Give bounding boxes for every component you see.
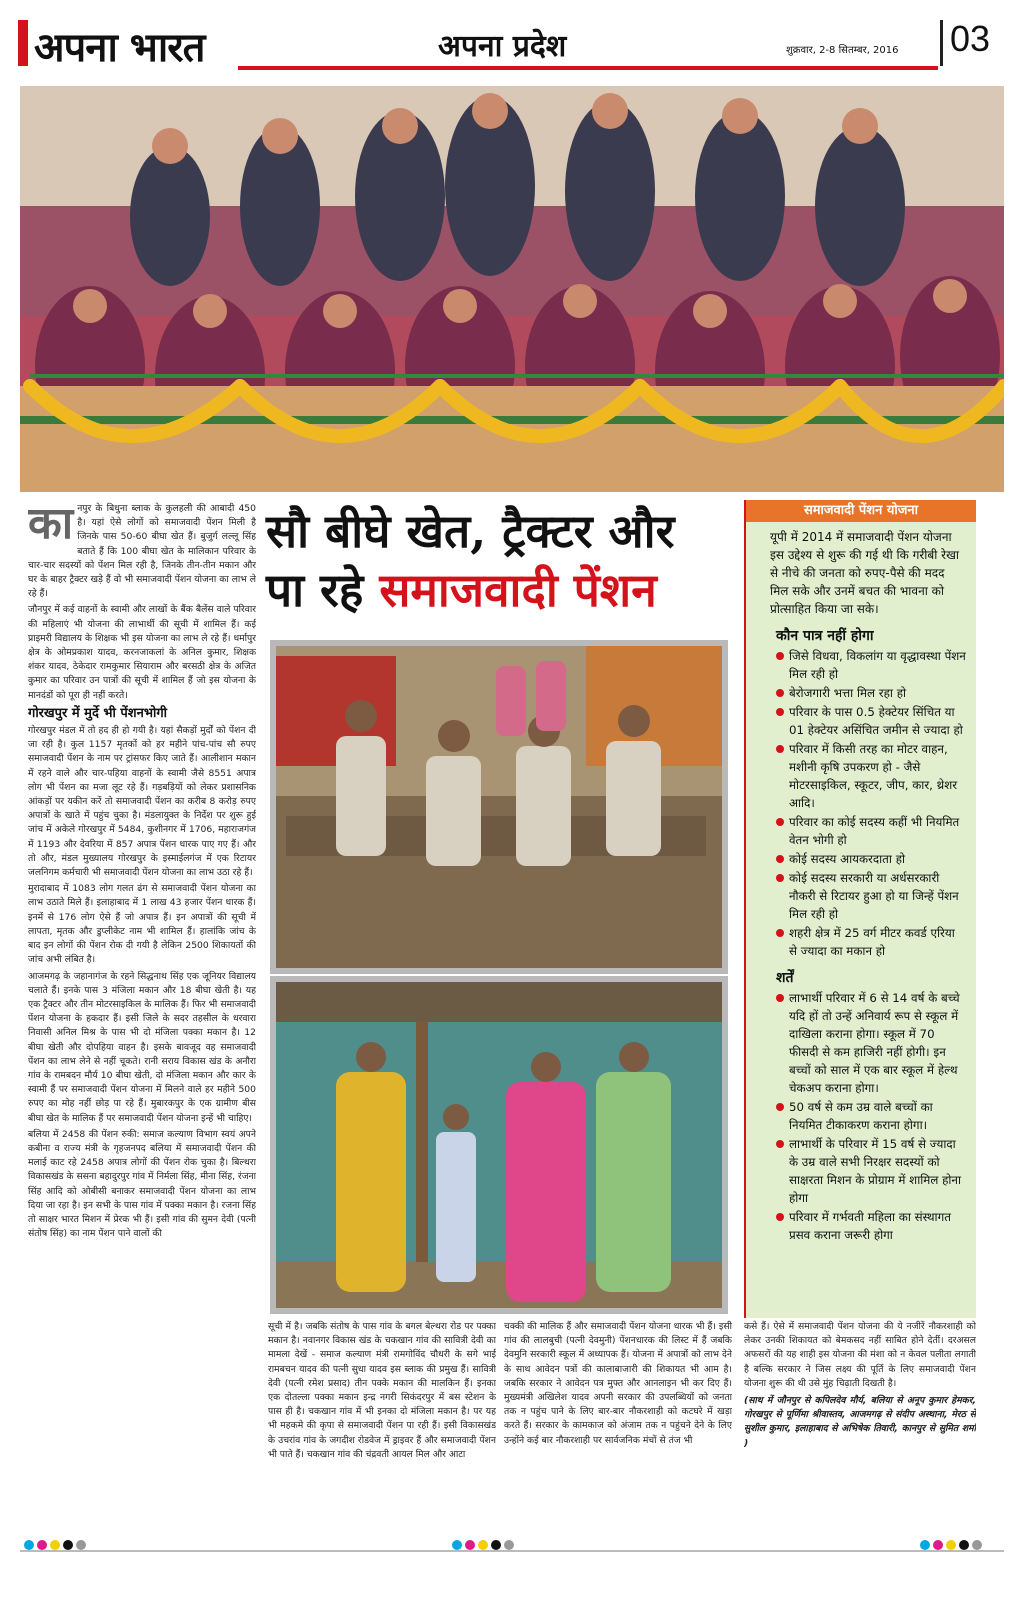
photo-elderly-men-on-cot (270, 640, 728, 974)
footer-color-dots-center (452, 1540, 514, 1550)
masthead-red-bar (18, 20, 28, 66)
grey-dot-icon (972, 1540, 982, 1550)
list-item-text: बेरोजगारी भत्ता मिल रहा हो (789, 686, 907, 700)
list-item-text: शहरी क्षेत्र में 25 वर्ग मीटर कवर्ड एरिया से ज्यादा का मकान हो (789, 926, 955, 958)
bullet-icon (776, 994, 784, 1002)
footer-rule (20, 1550, 1004, 1552)
bullet-icon (776, 745, 784, 753)
list-item-text: लाभार्थी के परिवार में 15 वर्ष से ज्यादा के उम्र वाले सभी निरक्षर सदस्यों को साक्षरता मिशन के प्रोग्राम में शामिल होना होगा (789, 1137, 962, 1205)
bullet-icon (776, 652, 784, 660)
photo-elderly-men-illustration (276, 646, 722, 968)
page-number: 03 (950, 18, 991, 59)
bottom-column-1: सूची में है। जबकि संतोष के पास गांव के बगल बेल्थरा रोड पर पक्का मकान है। नवानगर विकास खंड के चकखान गांव की सावित्री देवी का मामला देखें - समाज कल्याण मंत्री रामगोविंद चौधरी के सगे भाई रामबचन यादव की पत्नी सुधा यादव इस ब्लाक की प्रमुख हैं। सावित्री देवी (पत्नी रमेश प्रसाद) तीन पक्के मकान की मालकिन हैं। इनका एक दोतल्ला पक्का मकान इन्द्र नगरी सिकंदरपुर में बस स्टेशन के पास ही है। चकखान गांव में भी इनका दो मंजिला मकान है। पर यह भी महकमे की कृपा से समाजवादी पेंशन पा रही हैं। इसी विकासखंड के उचरांव गांव के जगदीश रोडवेज में ड्राइवर हैं और समाजवादी पेंशन भी पाते हैं। चकखान गांव की चंद्रवती आयल मिल और आटा (268, 1321, 496, 1460)
list-item-text: परिवार का कोई सदस्य कहीं भी नियमित वेतन भोगी हो (789, 815, 960, 847)
list-item (776, 850, 966, 868)
paragraph-moradabad: मुरादाबाद में 1083 लोग गलत ढंग से समाजवादी पेंशन योजना का लाभ उठाते मिले हैं। इलाहाबाद में 1 लाख 43 हजार पेंशन धारक हैं। इनमें से 176 लोग ऐसे हैं जो अपात्र हैं। इन अपात्रों की सूची में लापता, मृतक और डुप्लीकेट नाम भी शामिल हैं। हालांकि जांच के बाद इन लोगों की पेंशन रोक दी गयी है लेकिन 2500 शिकायतों की जांच अभी लंबित है। (28, 883, 256, 966)
bullet-icon (776, 855, 784, 863)
headline-line-2-highlight: समाजवादी पेंशन (379, 563, 657, 617)
sidebar-conditions-heading: शर्तें (776, 970, 794, 986)
headline-line-1: सौ बीघे खेत, ट्रैक्टर और (266, 504, 675, 558)
bullet-icon (776, 929, 784, 937)
list-item (776, 684, 966, 702)
list-item-text: कोई सदस्य आयकरदाता हो (789, 852, 906, 866)
bullet-icon (776, 708, 784, 716)
bullet-icon (776, 874, 784, 882)
list-item-text: परिवार में गर्भवती महिला का संस्थागत प्रसव कराना जरूरी होगा (789, 1210, 951, 1242)
paragraph-gorakhpur: गोरखपुर मंडल में तो हद ही हो गयी है। यहां सैकड़ों मुर्दों को पेंशन दी जा रही है। कुल 1157 मृतकों को हर महीने पांच-पांच सौ रुपए समाजवादी पेंशन के नाम पर ट्रांसफर किए जाते हैं। आलीशान मकान में रहने वाले और चार-पहिया वाहनों के स्वामी जैसे 8551 अपात्र लोग भी पेंशन का मजा लूट रहे हैं। गड़बड़ियों को लेकर प्रशासनिक आंकड़ों पर यकीन करें तो समाजवादी पेंशन का करीब 8 करोड़ रुपए अपात्रों के खाते में पहुंच चुका है। मंडलायुक्त के निर्देश पर शुरू हुई जांच में अकेले गोरखपुर में 5484, कुशीनगर में 1706, महाराजगंज में 1193 और देवरिया में 857 अपात्र पेंशन धारक पाए गए हैं। और तो और, मंडल मुख्यालय गोरखपुर के इस्माईलगंज में एक रिटायर जलनिगम कर्मचारी भी समाजवादी पेंशन योजना का लाभ उठा रहे हैं। (28, 725, 256, 879)
sidebar-pension-scheme (744, 500, 976, 1318)
list-item (776, 989, 966, 1097)
page-number-divider (940, 20, 943, 66)
bullet-icon (776, 1103, 784, 1111)
yellow-dot-icon (478, 1540, 488, 1550)
subhead-gorakhpur: गोरखपुर में मुर्दे भी पेंशनभोगी (28, 705, 168, 721)
sidebar-intro: यूपी में 2014 में समाजवादी पेंशन योजना इस उद्देश्य से शुरू की गई थी कि गरीबी रेखा से नीचे की जनता को रुपए-पैसे की मदद मिल सके और उनमें बचत की भावना को प्रोत्साहित किया जा सके। (770, 530, 960, 616)
list-item (776, 924, 966, 960)
bottom-column-2: चक्की की मालिक हैं और समाजवादी पेंशन योजना धारक भी हैं। इसी गांव की लालबुची (पत्नी देवमुनी) पेंशनधारक की लिस्ट में हैं जबकि देवमुनि सरकारी स्कूल में अध्यापक हैं। योजना में अपात्रों को लाभ देने के साथ आवेदन पत्रों की कालाबाजारी की शिकायत भी आम है। जबकि सरकार ने आवेदन पत्र मुफ्त और आनलाइन भी कर दिए हैं। मुख्यमंत्री अखिलेश यादव अपनी सरकार की उपलब्धियों को जनता तक न पहुंच पाने के लिए बार-बार नौकरशाही को कटघरे में खड़ा करते हैं। सरकार के कामकाज को अंजाम तक न पहुंचने देने के लिए उन्होंने कई बार नौकरशाही पर सार्वजनिक मंचों से तंज भी (504, 1321, 732, 1446)
list-item (776, 1135, 966, 1207)
sidebar-conditions-list (776, 989, 966, 1244)
bullet-icon (776, 689, 784, 697)
cyan-dot-icon (920, 1540, 930, 1550)
grey-dot-icon (76, 1540, 86, 1550)
list-item (776, 813, 966, 849)
paragraph-azamgarh: आजमगढ़ के जहानागंज के रहने सिद्धनाथ सिंह एक जूनियर विद्यालय चलाते हैं। इनके पास 3 मंजिला मकान और 18 बीघा खेती है। यह एक ट्रैक्टर और तीन मोटरसाइकिल के मालिक हैं। फिर भी समाजवादी पेंशन योजना के हकदार हैं। इसी जिले के सदर तहसील के धरवारा निवासी अनिल मिश्र के पास भी दो मंजिला पक्का मकान है। 12 बीघा खेती और दोपहिया वाहन है। इसके बावजूद वह समाजवादी पेंशन का लाभ लेने से नहीं चूकते। रानी सराय विकास खंड के अनौरा गांव के रामबदन मौर्य 10 बीघा खेती, दो मंजिला मकान और कार के स्वामी हैं पर समाजवादी पेंशन योजना में मिलने वाले हर महीने 500 रुपए का मोह नहीं छोड़ पा रहे हैं। मुबारकपुर के एक ग्रामीण बीस बीघा खेत के मालिक हैं पर समाजवादी पेंशन योजना इन्हें भी चाहिए। (28, 970, 256, 1124)
bullet-icon (776, 818, 784, 826)
black-dot-icon (959, 1540, 969, 1550)
grey-dot-icon (504, 1540, 514, 1550)
list-item-text: जिसे विधवा, विकलांग या वृद्धावस्था पेंशन मिल रही हो (789, 649, 966, 681)
list-item (776, 703, 966, 739)
photo-women-and-boy (270, 976, 728, 1314)
yellow-dot-icon (946, 1540, 956, 1550)
list-item-text: परिवार में किसी तरह का मोटर वाहन, मशीनी कृषि उपकरण हो - जैसे मोटरसाइकिल, स्कूटर, जीप, कार, थ्रेशर आदि। (789, 742, 958, 810)
list-item (776, 1098, 966, 1134)
main-headline (266, 502, 742, 640)
hero-photo-illustration (20, 86, 1004, 492)
yellow-dot-icon (50, 1540, 60, 1550)
issue-date: शुक्रवार, 2-8 सितम्बर, 2016 (786, 45, 899, 56)
hero-photo-stage-ceremony (20, 86, 1004, 492)
paragraph-jaunpur: जौनपुर में कई वाहनों के स्वामी और लाखों के बैंक बैलेंस वाले परिवार की महिलाएं भी योजना की लाभार्थी की सूची में शामिल हैं। कई प्राइमरी विद्यालय के शिक्षक भी इस योजना का लाभ ले रहे हैं। धर्मापुर क्षेत्र के ओमप्रकाश यादव, करनजाकलां के अनिल कुमार, शिक्षक शंकर यादव, ठेकेदार रामकुमार सियाराम और बरसठी क्षेत्र के अजित कुमार का परिवार उन पात्रों की सूची में शामिल हैं जो इस योजना के मानदंडों को पूरा ही नहीं करते। (28, 604, 256, 701)
sidebar-ineligible-heading: कौन पात्र नहीं होगा (776, 628, 874, 644)
list-item (776, 740, 966, 812)
cyan-dot-icon (24, 1540, 34, 1550)
paragraph-ballia: बलिया में 2458 की पेंशन रुकी: समाज कल्याण विभाग स्वयं अपने कबीना व राज्य मंत्री के गृहजनपद बलिया में समाजवादी पेंशन की मलाई काट रहे 2458 अपात्र लोगों की पेंशन रोक चुका है। बिल्थरा विकासखंड के ससना बहादुरपुर गांव में निर्मला सिंह, मीना सिंह, रंजना सिंह आदि को ओबीसी बनाकर समाजवादी पेंशन योजना का लाभ दिया जा रहा है। इन सभी के पास गांव में पक्का मकान है। रजना सिंह तो साक्षर भारत मिशन में प्रेरक भी हैं। इसी गांव की सुमन देवी (पत्नी संतोष सिंह) का नाम पेंशन पाने वालों की (28, 1128, 256, 1240)
bottom-column-3-text: कसे हैं। ऐसे में समाजवादी पेंशन योजना की ये नजीरें नौकरशाही को लेकर उनकी शिकायत को बेमकसद नहीं साबित होने देतीं। दरअसल अफसरों की यह शाही इस योजना की मंशा को न केवल पलीता लगाती है बल्कि सरकार ने जिस लक्ष्य की पूर्ति के लिए समाजवादी पेंशन योजना शुरू की थी उसे मुंह चिढ़ाती दिखती है। (744, 1321, 976, 1389)
masthead (18, 16, 1006, 72)
magenta-dot-icon (933, 1540, 943, 1550)
lead-paragraph-text: नपुर के बिधुना ब्लाक के कुलहली की आबादी 450 है। यहां ऐसे लोगों को समाजवादी पेंशन मिली है जिनके पास 50-60 बीघा खेत हैं। बुजुर्ग लल्लू सिंह बताते हैं कि 100 बीघा खेत के मालिकान परिवार के चार-चार सदस्यों को पेंशन मिल रही है, जिनके तीन-तीन मकान और घर के बाहर ट्रैक्टर खड़े हैं वो भी समाजवादी पेंशन योजना का लाभ ले रहे हैं। (28, 503, 256, 600)
masthead-rule (238, 66, 938, 70)
paper-title: अपना भारत (34, 24, 205, 71)
bullet-icon (776, 1140, 784, 1148)
sidebar-ineligible-list (776, 647, 966, 960)
footer-color-dots-left (24, 1540, 86, 1550)
bottom-column-3 (744, 1320, 976, 1534)
magenta-dot-icon (465, 1540, 475, 1550)
cyan-dot-icon (452, 1540, 462, 1550)
list-item-text: लाभार्थी परिवार में 6 से 14 वर्ष के बच्चे यदि हों तो उन्हें अनिवार्य रूप से स्कूल में दाखिला कराना होगा। स्कूल में 70 फीसदी से कम हाजिरी नहीं होगी। इन बच्चों को साल में एक बार स्कूल में हेल्थ चेकअप कराना होगा। (789, 991, 960, 1095)
list-item (776, 647, 966, 683)
footer-color-dots-right (920, 1540, 982, 1550)
bullet-icon (776, 1213, 784, 1221)
left-article-column (28, 502, 256, 1532)
section-title: अपना प्रदेश (438, 29, 567, 64)
sidebar-title: समाजवादी पेंशन योजना (746, 500, 976, 522)
reporter-credits: (साथ में जौनपुर से कपिलदेव मौर्य, बलिया से अनूप कुमार हेमकर, गोरखपुर से पूर्णिमा श्रीवास्तव, आजमगढ़ से संदीप अस्थाना, मेरठ से सुशील कुमार, इलाहाबाद से अभिषेक तिवारी, कानपुर से सुमित शर्मा ) (744, 1395, 976, 1449)
black-dot-icon (63, 1540, 73, 1550)
photo-women-illustration (276, 982, 722, 1308)
lead-paragraph (28, 502, 256, 601)
black-dot-icon (491, 1540, 501, 1550)
list-item-text: 50 वर्ष से कम उम्र वाले बच्चों का नियमित टीकाकरण कराना होगा। (789, 1100, 933, 1132)
magenta-dot-icon (37, 1540, 47, 1550)
headline-line-2 (266, 560, 742, 620)
dropcap: का (28, 502, 74, 549)
list-item (776, 869, 966, 923)
list-item-text: परिवार के पास 0.5 हेक्टेयर सिंचित या 01 हेक्टेयर असिंचित जमीन से ज्यादा हो (789, 705, 963, 737)
headline-line-2-prefix: पा रहे (266, 563, 380, 617)
list-item-text: कोई सदस्य सरकारी या अर्धसरकारी नौकरी से रिटायर हुआ हो या जिन्हें पेंशन मिल रही हो (789, 871, 959, 921)
list-item (776, 1208, 966, 1244)
